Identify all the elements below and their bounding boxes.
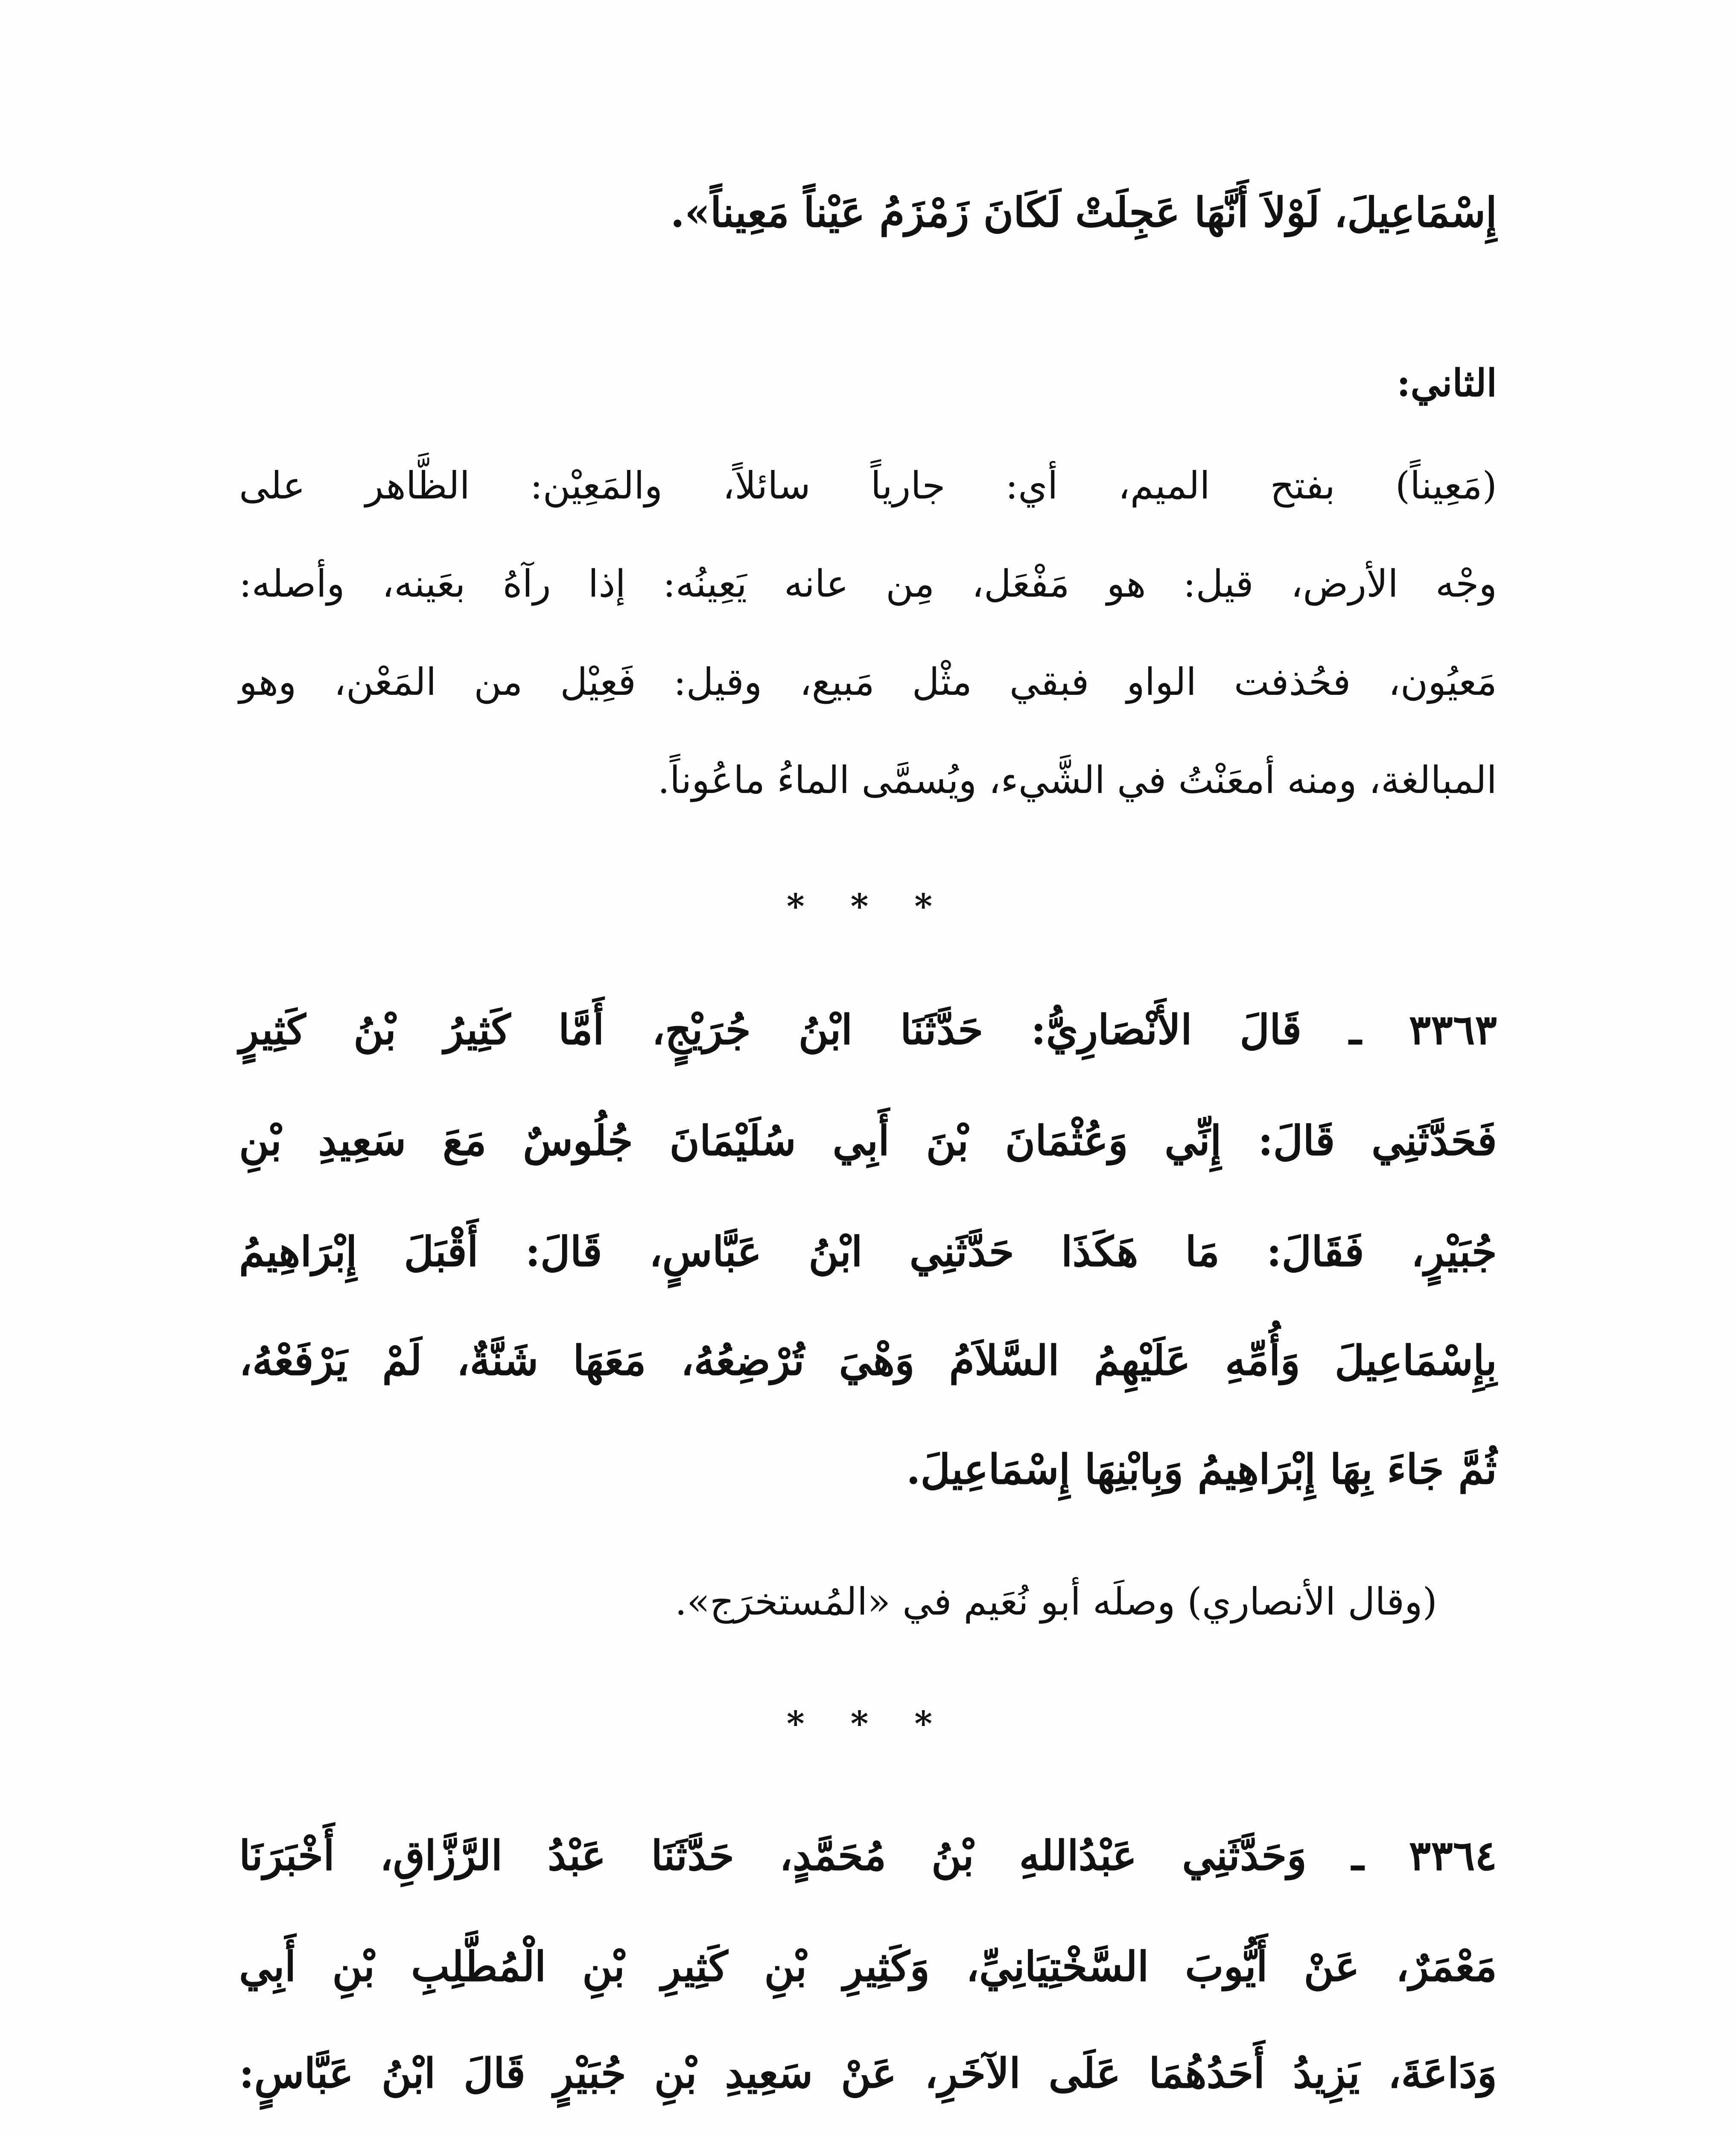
commentary-line: (وقال الأنصاري) وصلَه أبو نُعَيم في «المُستخرَج». xyxy=(675,1580,1437,1624)
hadith-line: جُبَيْرٍ، فَقَالَ: مَا هَكَذَا حَدَّثَنِي ابْنُ عَبَّاسٍ، قَالَ: أَقْبَلَ إِبْرَاهِيمُ xyxy=(239,1227,1497,1276)
commentary-line: مَعيُون، فحُذفت الواو فبقي مثْل مَبيع، وقيل: فَعِيْل من المَعْن، وهو xyxy=(239,660,1497,704)
hadith-line: فَحَدَّثَنِي قَالَ: إِنِّي وَعُثْمَانَ بْنَ أَبِي سُلَيْمَانَ جُلُوسٌ مَعَ سَعِيدِ بْنِ xyxy=(239,1117,1497,1165)
commentary-line: المبالغة، ومنه أمعَنْتُ في الشَّيء، ويُسمَّى الماءُ ماعُوناً. xyxy=(657,758,1497,802)
hadith-line: وَدَاعَةَ، يَزِيدُ أَحَدُهُمَا عَلَى الآخَرِ، عَنْ سَعِيدِ بْنِ جُبَيْرٍ قَالَ ابْنُ عَبَّاسٍ: xyxy=(239,2049,1497,2097)
hadith-line: إِسْمَاعِيلَ، لَوْلاَ أَنَّهَا عَجِلَتْ لَكَانَ زَمْزَمُ عَيْناً مَعِيناً». xyxy=(670,188,1497,236)
hadith-line: بِإِسْمَاعِيلَ وَأُمِّهِ عَلَيْهِمُ السَّلاَمُ وَهْيَ تُرْضِعُهُ، مَعَهَا شَنَّةٌ، لَمْ يَرْفَعْهُ، xyxy=(239,1336,1497,1385)
section-label: الثاني: xyxy=(1397,361,1497,405)
commentary-line: (مَعِيناً) بفتح الميم، أي: جارياً سائلاً، والمَعِيْن: الظَّاهر على xyxy=(239,464,1497,507)
commentary-line: وجْه الأرض، قيل: هو مَفْعَل، مِن عانه يَعِينُه: إذا رآهُ بعَينه، وأصله: xyxy=(239,562,1497,606)
hadith-line: ٣٣٦٣ ـ قَالَ الأَنْصَارِيُّ: حَدَّثَنَا ابْنُ جُرَيْجٍ، أَمَّا كَثِيرُ بْنُ كَثِيرٍ xyxy=(239,1006,1497,1054)
section-separator: * * * xyxy=(786,1703,950,1743)
section-separator: * * * xyxy=(786,886,950,926)
hadith-line: مَعْمَرٌ، عَنْ أَيُّوبَ السَّخْتِيَانِيِّ، وَكَثِيرِ بْنِ كَثِيرِ بْنِ الْمُطَّلِبِ بْنِ أَبِي xyxy=(239,1942,1497,1991)
hadith-line: ٣٣٦٤ ـ وَحَدَّثَنِي عَبْدُاللهِ بْنُ مُحَمَّدٍ، حَدَّثَنَا عَبْدُ الرَّزَّاقِ، أَخْبَرَنَا xyxy=(239,1831,1497,1880)
hadith-line: ثُمَّ جَاءَ بِهَا إِبْرَاهِيمُ وَبِابْنِهَا إِسْمَاعِيلَ. xyxy=(906,1445,1497,1493)
